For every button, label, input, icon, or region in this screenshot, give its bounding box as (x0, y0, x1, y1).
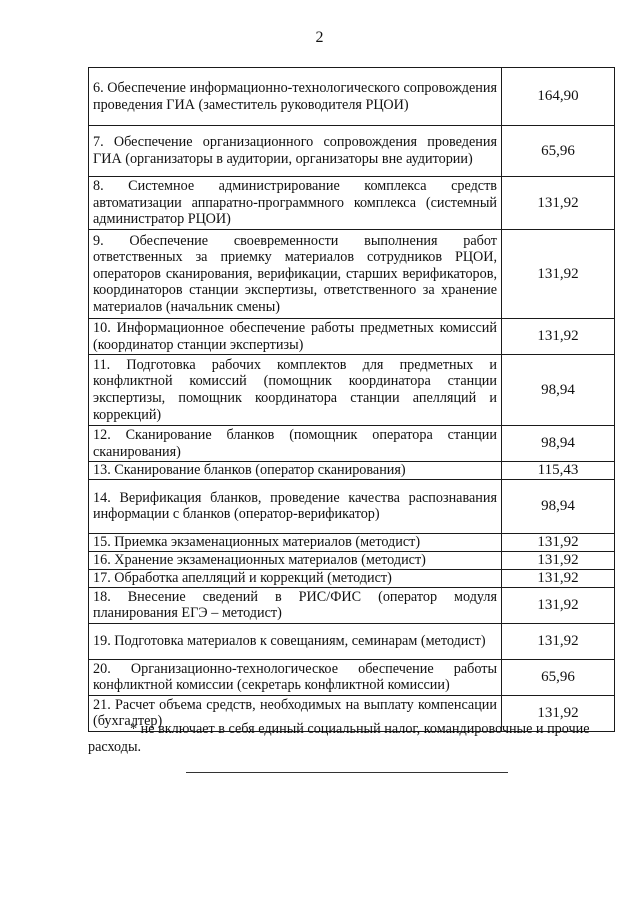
row-value: 131,92 (502, 177, 615, 230)
row-value: 164,90 (502, 68, 615, 126)
table-body (89, 68, 615, 732)
table-row (89, 659, 615, 695)
row-description: 12. Сканирование бланков (помощник оператора станции сканирования) (89, 426, 502, 462)
table-row (89, 230, 615, 319)
row-description: 17. Обработка апелляций и коррекций (методист) (89, 569, 502, 587)
row-description: 9. Обеспечение своевременности выполнения работ ответственных за приемку материалов сотрудников РЦОИ, операторов сканирования, верификации, старших верификаторов, координаторов станции экспертизы, ответственного за хранение материалов (начальник смены) (89, 230, 502, 319)
row-description: 18. Внесение сведений в РИС/ФИС (оператор модуля планирования ЕГЭ – методист) (89, 587, 502, 623)
row-value: 131,92 (502, 551, 615, 569)
row-value: 65,96 (502, 659, 615, 695)
row-value: 131,92 (502, 569, 615, 587)
table-row (89, 462, 615, 480)
row-description: 15. Приемка экзаменационных материалов (методист) (89, 533, 502, 551)
row-description: 11. Подготовка рабочих комплектов для предметных и конфликтной комиссий (помощник координатора станции экспертизы, помощник координатора станции апелляций и коррекций) (89, 355, 502, 426)
row-value: 131,92 (502, 587, 615, 623)
row-value: 98,94 (502, 355, 615, 426)
separator-line (186, 772, 508, 773)
row-value: 98,94 (502, 426, 615, 462)
table-row (89, 426, 615, 462)
row-description: 16. Хранение экзаменационных материалов (методист) (89, 551, 502, 569)
row-description: 20. Организационно-технологическое обеспечение работы конфликтной комиссии (секретарь конфликтной комиссии) (89, 659, 502, 695)
table-row (89, 177, 615, 230)
table-row (89, 319, 615, 355)
page-number: 2 (315, 29, 324, 46)
row-description: 21. Расчет объема средств, необходимых на выплату компенсации (бухгалтер) (89, 695, 502, 731)
row-description: 10. Информационное обеспечение работы предметных комиссий (координатор станции экспертизы) (89, 319, 502, 355)
row-description: 13. Сканирование бланков (оператор сканирования) (89, 462, 502, 480)
table-row (89, 533, 615, 551)
row-value: 131,92 (502, 533, 615, 551)
row-value: 115,43 (502, 462, 615, 480)
row-value: 131,92 (502, 319, 615, 355)
row-description: 6. Обеспечение информационно-технологического сопровождения проведения ГИА (заместитель руководителя РЦОИ) (89, 68, 502, 126)
row-description: 8. Системное администрирование комплекса средств автоматизации аппаратно-программного комплекса (системный администратор РЦОИ) (89, 177, 502, 230)
row-value: 131,92 (502, 695, 615, 731)
row-description: 19. Подготовка материалов к совещаниям, семинарам (методист) (89, 623, 502, 659)
row-description: 7. Обеспечение организационного сопровождения проведения ГИА (организаторы в аудитории, организаторы вне аудитории) (89, 126, 502, 177)
compensation-table (88, 67, 615, 732)
table-row (89, 551, 615, 569)
footnote: * не включает в себя единый социальный налог, командировочные и прочие расходы. (88, 721, 590, 755)
table-row (89, 68, 615, 126)
row-description: 14. Верификация бланков, проведение качества распознавания информации с бланков (оператор-верификатор) (89, 479, 502, 533)
table-row (89, 587, 615, 623)
row-value: 131,92 (502, 230, 615, 319)
table-row (89, 479, 615, 533)
table-row (89, 126, 615, 177)
row-value: 131,92 (502, 623, 615, 659)
row-value: 98,94 (502, 479, 615, 533)
table-row (89, 355, 615, 426)
table-row (89, 569, 615, 587)
row-value: 65,96 (502, 126, 615, 177)
table-row (89, 623, 615, 659)
